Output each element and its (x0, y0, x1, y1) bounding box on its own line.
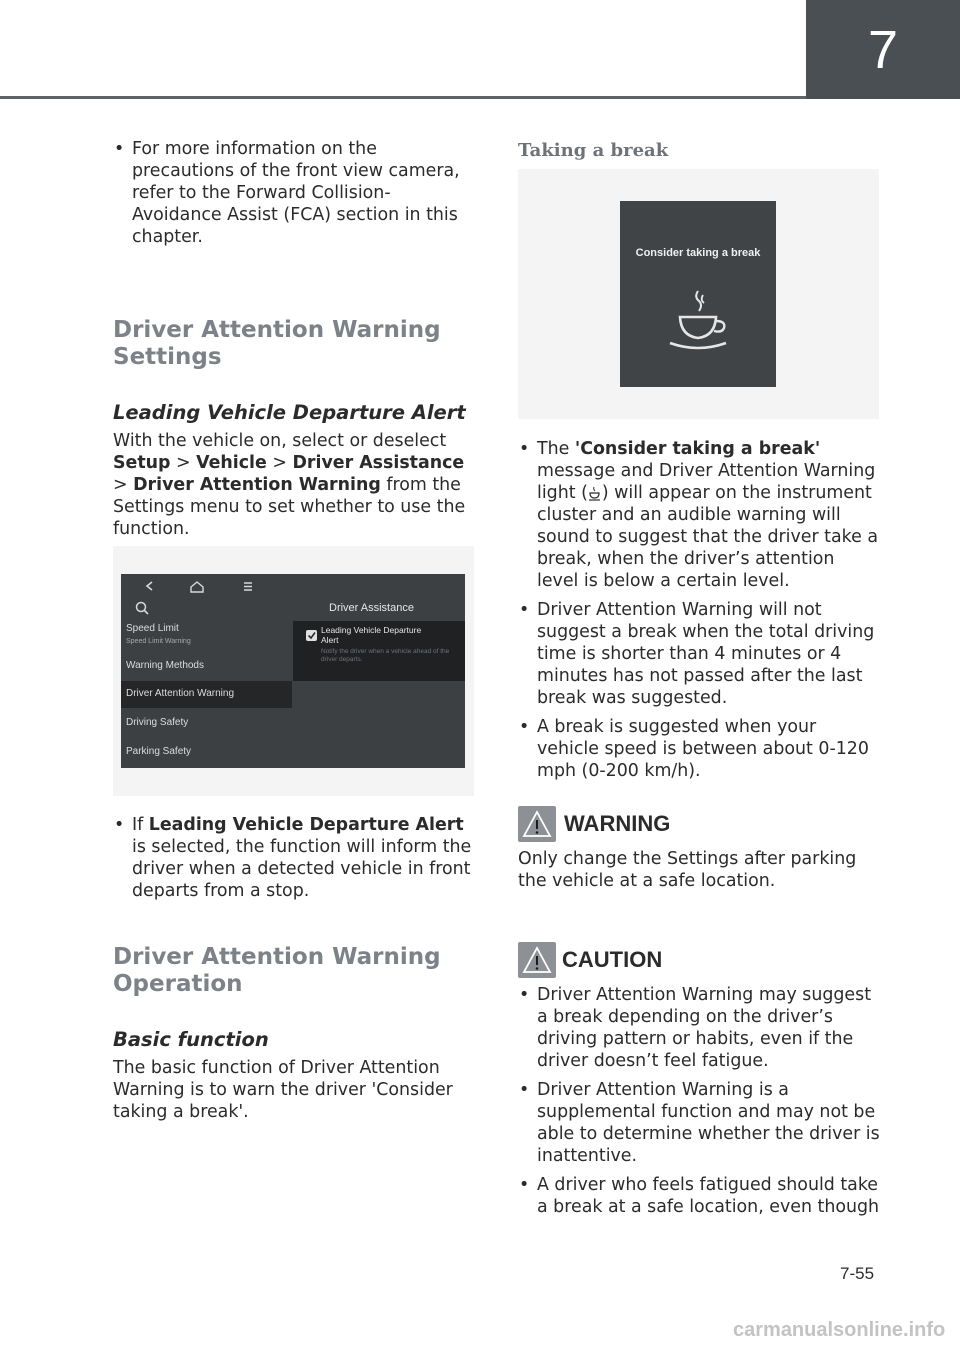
instruction-text: With the vehicle on, select or deselect (113, 431, 447, 451)
option-label[interactable] (321, 625, 421, 645)
header-rule (0, 96, 806, 99)
section-title-line: Settings (113, 344, 222, 370)
screen-header-title: Driver Assistance (329, 602, 414, 614)
break-bullet (518, 438, 880, 592)
section-title-line: Operation (113, 971, 243, 997)
settings-instructions (113, 430, 471, 540)
search-icon-handle (145, 611, 149, 615)
left-column (113, 138, 475, 540)
section-title-settings (113, 317, 475, 371)
path-separator: > (113, 475, 128, 495)
coffee-cup-icon (620, 201, 776, 387)
option-description: Notify the driver when a vehicle ahead of the driver departs. (321, 648, 450, 663)
taking-break-title: Taking a break (518, 140, 669, 161)
menu-path-vehicle: Vehicle (196, 453, 267, 473)
menu-path-setup: Setup (113, 453, 171, 473)
menu-item-driving-safety[interactable]: Driving Safety (126, 717, 189, 728)
cluster-figure (518, 169, 879, 419)
menu-item-parking-safety[interactable]: Parking Safety (126, 746, 192, 757)
option-label-line: Alert (321, 635, 339, 645)
instruction-text: from the Settings menu to set whether to use the function. (113, 475, 466, 539)
bullet-text: message and Driver Attention Warning light ( (537, 461, 876, 503)
page-number: 7-55 (840, 1264, 875, 1283)
basic-function-text: The basic function of Driver Attention Warning is to warn the driver 'Consider taking a break'. (113, 1058, 453, 1122)
menu-item-sub: Speed Limit Warning (126, 638, 191, 645)
bullet-bold: 'Consider taking a break' (574, 439, 821, 459)
intro-bullet: • For more information on the precautions of the front view camera, refer to the Forward Collision-Avoidance Assist (FCA) section in this chapter. (113, 138, 465, 248)
chapter-tab (806, 0, 960, 99)
bullet-text: is selected, the function will inform the driver when a detected vehicle in front departs from a stop. (132, 837, 472, 901)
subsection-title-basic: Basic function (113, 1028, 269, 1051)
menu-item-warning-methods[interactable]: Warning Methods (126, 660, 204, 671)
coffee-cup-icon (588, 485, 602, 501)
caution-bullet: • Driver Attention Warning may suggest a break depending on the driver’s driving pattern or habits, even if the driver doesn’t feel fatigue. (518, 984, 880, 1072)
menu-path-driver-assistance: Driver Assistance (292, 453, 465, 473)
option-label-line: Leading Vehicle Departure (321, 625, 422, 635)
break-bullet: • A break is suggested when your vehicle speed is between about 0-120 mph (0-200 km/h). (518, 716, 880, 782)
break-bullet: • Driver Attention Warning will not suggest a break when the total driving time is shorter than 4 minutes or 4 minutes has not passed after the last break was suggested. (518, 599, 880, 709)
menu-icon (244, 583, 252, 590)
subsection-title: Leading Vehicle Departure Alert (113, 401, 466, 424)
warning-title: WARNING (564, 811, 671, 836)
section-title-operation (113, 944, 475, 998)
menu-item-speed-limit[interactable]: Speed Limit (126, 623, 179, 634)
home-icon (191, 582, 203, 592)
settings-figure (113, 546, 474, 796)
bullet-text: ) will appear on the instrument cluster and an audible warning will sound to suggest that the driver take a break, when the driver’s attention level is below a certain level. (537, 483, 878, 591)
back-icon (147, 582, 152, 590)
bullet-bold: Leading Vehicle Departure Alert (148, 815, 464, 835)
right-column-bullets (518, 438, 880, 789)
bullet-text: The (537, 439, 575, 459)
caution-title: CAUTION (562, 947, 663, 972)
cluster-message: Consider taking a break (635, 247, 761, 259)
bullet-text: If (132, 815, 149, 835)
caution-box (518, 942, 880, 1225)
menu-item-daw[interactable]: Driver Attention Warning (126, 688, 235, 699)
settings-screen (121, 574, 465, 768)
watermark: carmanualsonline.info (733, 1319, 946, 1341)
chapter-number: 7 (867, 19, 899, 80)
warning-triangle-icon (518, 806, 556, 842)
menu-path-daw: Driver Attention Warning (133, 475, 381, 495)
warning-box (518, 806, 880, 892)
path-separator: > (266, 453, 293, 473)
warning-header (518, 806, 880, 842)
section-title-line: Driver Attention Warning (113, 317, 441, 343)
caution-triangle-icon (518, 942, 556, 978)
departure-alert-bullet (113, 814, 475, 902)
search-icon (137, 603, 146, 612)
section-title-line: Driver Attention Warning (113, 944, 441, 970)
caution-bullet: • Driver Attention Warning is a supplemental function and may not be able to determine whether the driver is inattentive. (518, 1079, 880, 1167)
path-separator: > (170, 453, 197, 473)
left-column-lower (113, 814, 475, 1123)
cluster-screen (620, 201, 776, 387)
warning-body: Only change the Settings after parking the vehicle at a safe location. (518, 849, 857, 891)
caution-header (518, 942, 880, 978)
right-column (518, 139, 880, 163)
caution-bullet: • A driver who feels fatigued should take a break at a safe location, even though (518, 1174, 880, 1218)
checkbox-icon (306, 630, 317, 641)
